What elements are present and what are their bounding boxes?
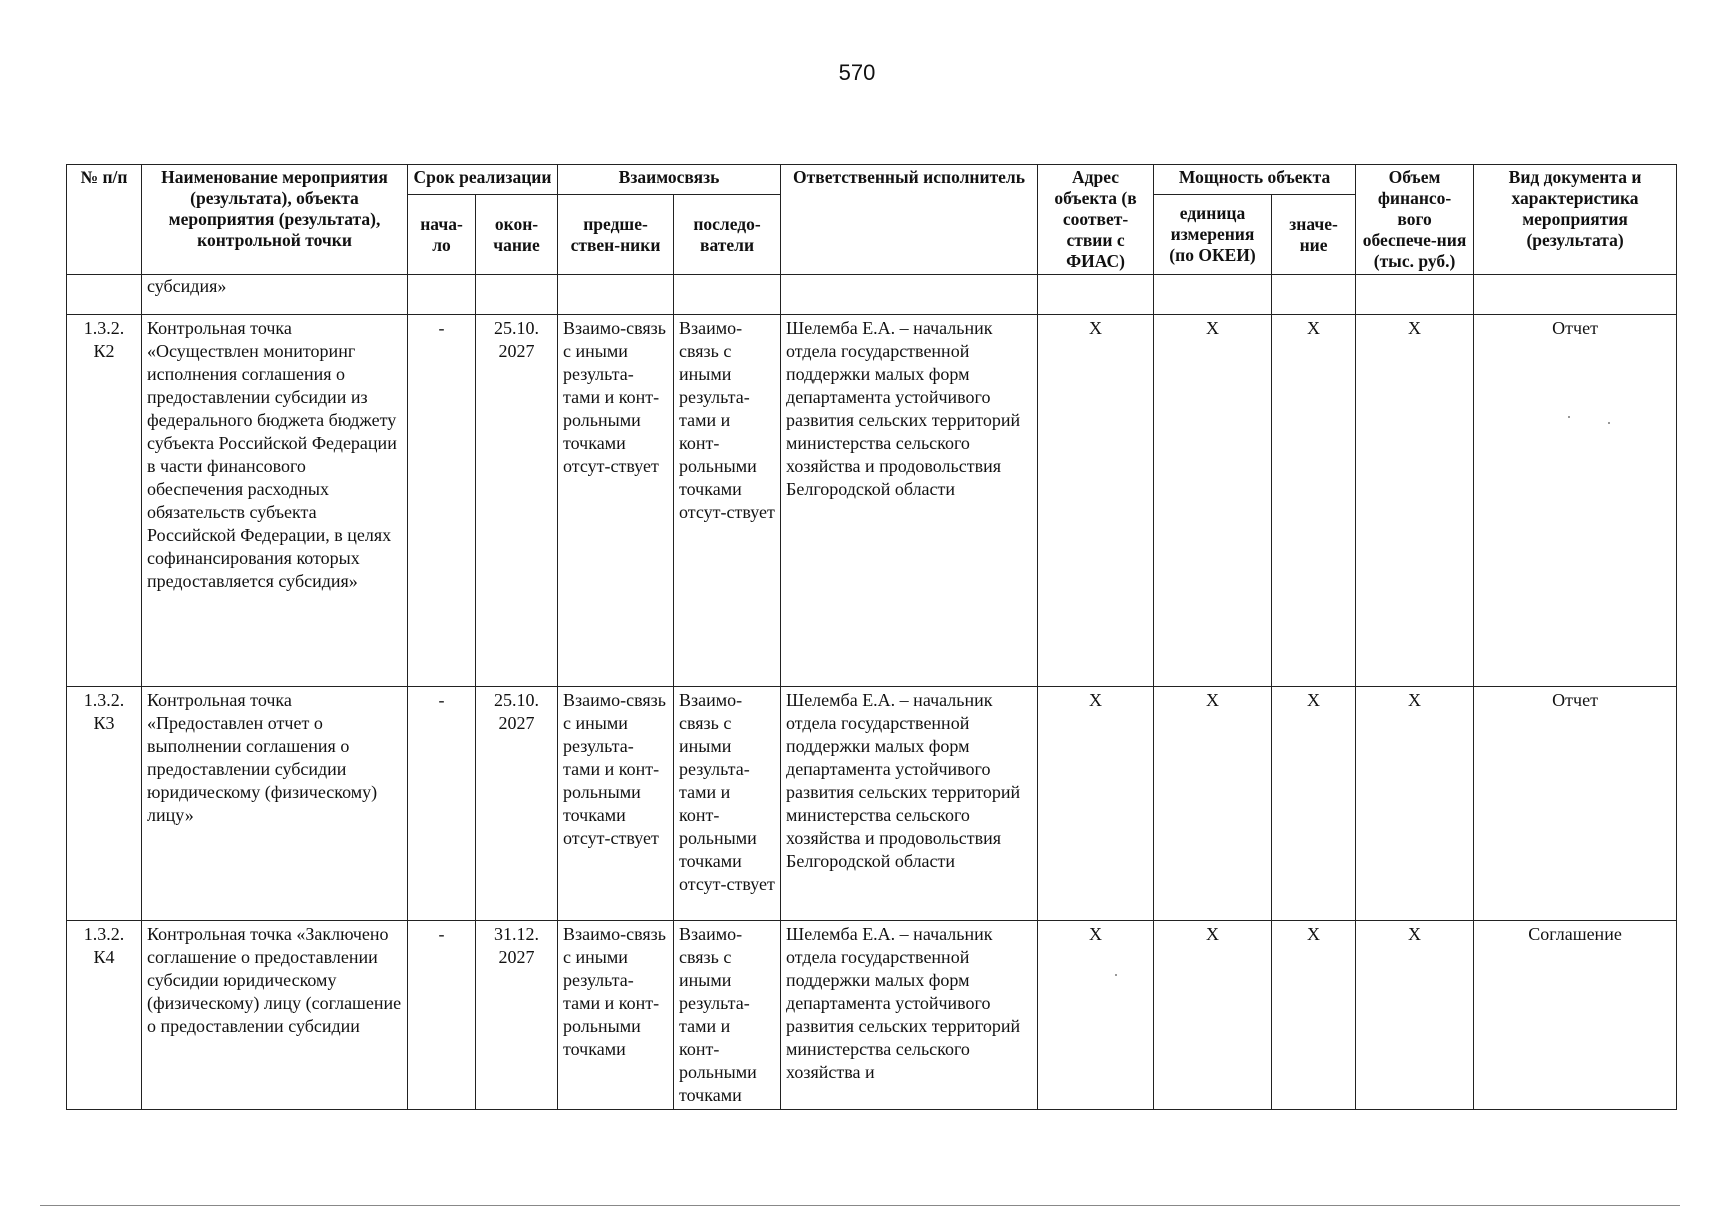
table-row [67,687,1677,921]
scan-speck [1115,974,1117,976]
row-start: - [408,921,476,1110]
header-row-1 [67,165,1677,195]
header-value: значе-ние [1272,195,1356,275]
row-predecessors: Взаимо-связь с иными результа-тами и конт-рольными точками отсут-ствует [558,687,674,921]
row-executor: Шелемба Е.А. – начальник отдела государственной поддержки малых форм департамента устойчивого развития сельских территорий министерства сельского хозяйства и продовольствия Белгородской области [781,315,1038,687]
header-term-end: окон-чание [476,195,558,275]
header-term: Срок реализации [408,165,558,195]
header-address: Адрес объекта (в соответ-ствии с ФИАС) [1038,165,1154,275]
header-doc: Вид документа и характеристика мероприятия (результата) [1474,165,1677,275]
row-predecessors: Взаимо-связь с иными результа-тами и конт-рольными точками отсут-ствует [558,315,674,687]
header-capacity: Мощность объекта [1154,165,1356,195]
row-end: 31.12. 2027 [476,921,558,1110]
header-name: Наименование мероприятия (результата), объекта мероприятия (результата), контрольной точки [142,165,408,275]
row-num: 1.3.2. К3 [67,687,142,921]
row-value: X [1272,921,1356,1110]
page-number: 570 [838,60,876,85]
row-value: X [1272,315,1356,687]
row-address: X [1038,921,1154,1110]
row-start: - [408,315,476,687]
scan-speck [1608,422,1610,424]
row-name: Контрольная точка «Предоставлен отчет о выполнении соглашения о предоставлении субсидии юридическому (физическому) лицу» [142,687,408,921]
row-unit: X [1154,687,1272,921]
row-finance: X [1356,687,1474,921]
header-relation: Взаимосвязь [558,165,781,195]
row-successors: Взаимо-связь с иными результа-тами и конт-рольными точками [674,921,781,1110]
row-address: X [1038,687,1154,921]
row-executor: Шелемба Е.А. – начальник отдела государственной поддержки малых форм департамента устойчивого развития сельских территорий министерства сельского хозяйства и [781,921,1038,1110]
header-executor: Ответственный исполнитель [781,165,1038,275]
row-unit: X [1154,921,1272,1110]
row-doc: Отчет [1474,315,1677,687]
row-finance: X [1356,315,1474,687]
continuation-row [67,275,1677,315]
row-num: 1.3.2. К4 [67,921,142,1110]
row-successors: Взаимо-связь с иными результа-тами и конт-рольными точками отсут-ствует [674,687,781,921]
row-executor: Шелемба Е.А. – начальник отдела государственной поддержки малых форм департамента устойчивого развития сельских территорий министерства сельского хозяйства и продовольствия Белгородской области [781,687,1038,921]
row-name: Контрольная точка «Осуществлен мониторинг исполнения соглашения о предоставлении субсидии из федерального бюджета бюджету субъекта Российской Федерации в части финансового обеспечения расходных обязательств субъекта Российской Федерации, в целях софинансирования которых предоставляется субсидия» [142,315,408,687]
row-start: - [408,687,476,921]
row-value: X [1272,687,1356,921]
row-successors: Взаимо-связь с иными результа-тами и конт-рольными точками отсут-ствует [674,315,781,687]
row-end: 25.10. 2027 [476,315,558,687]
row-name: Контрольная точка «Заключено соглашение о предоставлении субсидии юридическому (физическому) лицу (соглашение о предоставлении субсидии [142,921,408,1110]
row-address: X [1038,315,1154,687]
row-num: 1.3.2. К2 [67,315,142,687]
row-doc: Соглашение [1474,921,1677,1110]
row-unit: X [1154,315,1272,687]
header-successors: последо-ватели [674,195,781,275]
row-doc: Отчет [1474,687,1677,921]
row-end: 25.10. 2027 [476,687,558,921]
header-num: № п/п [67,165,142,275]
continuation-text: субсидия» [142,275,408,315]
row-finance: X [1356,921,1474,1110]
header-predecessors: предше-ствен-ники [558,195,674,275]
scan-speck [1568,416,1570,418]
header-finance: Объем финансо-вого обеспече-ния (тыс. руб.) [1356,165,1474,275]
table-row [67,921,1677,1110]
table-row [67,315,1677,687]
header-term-start: нача-ло [408,195,476,275]
header-unit: единица измерения (по ОКЕИ) [1154,195,1272,275]
row-predecessors: Взаимо-связь с иными результа-тами и конт-рольными точками [558,921,674,1110]
plan-table [66,164,1677,1110]
